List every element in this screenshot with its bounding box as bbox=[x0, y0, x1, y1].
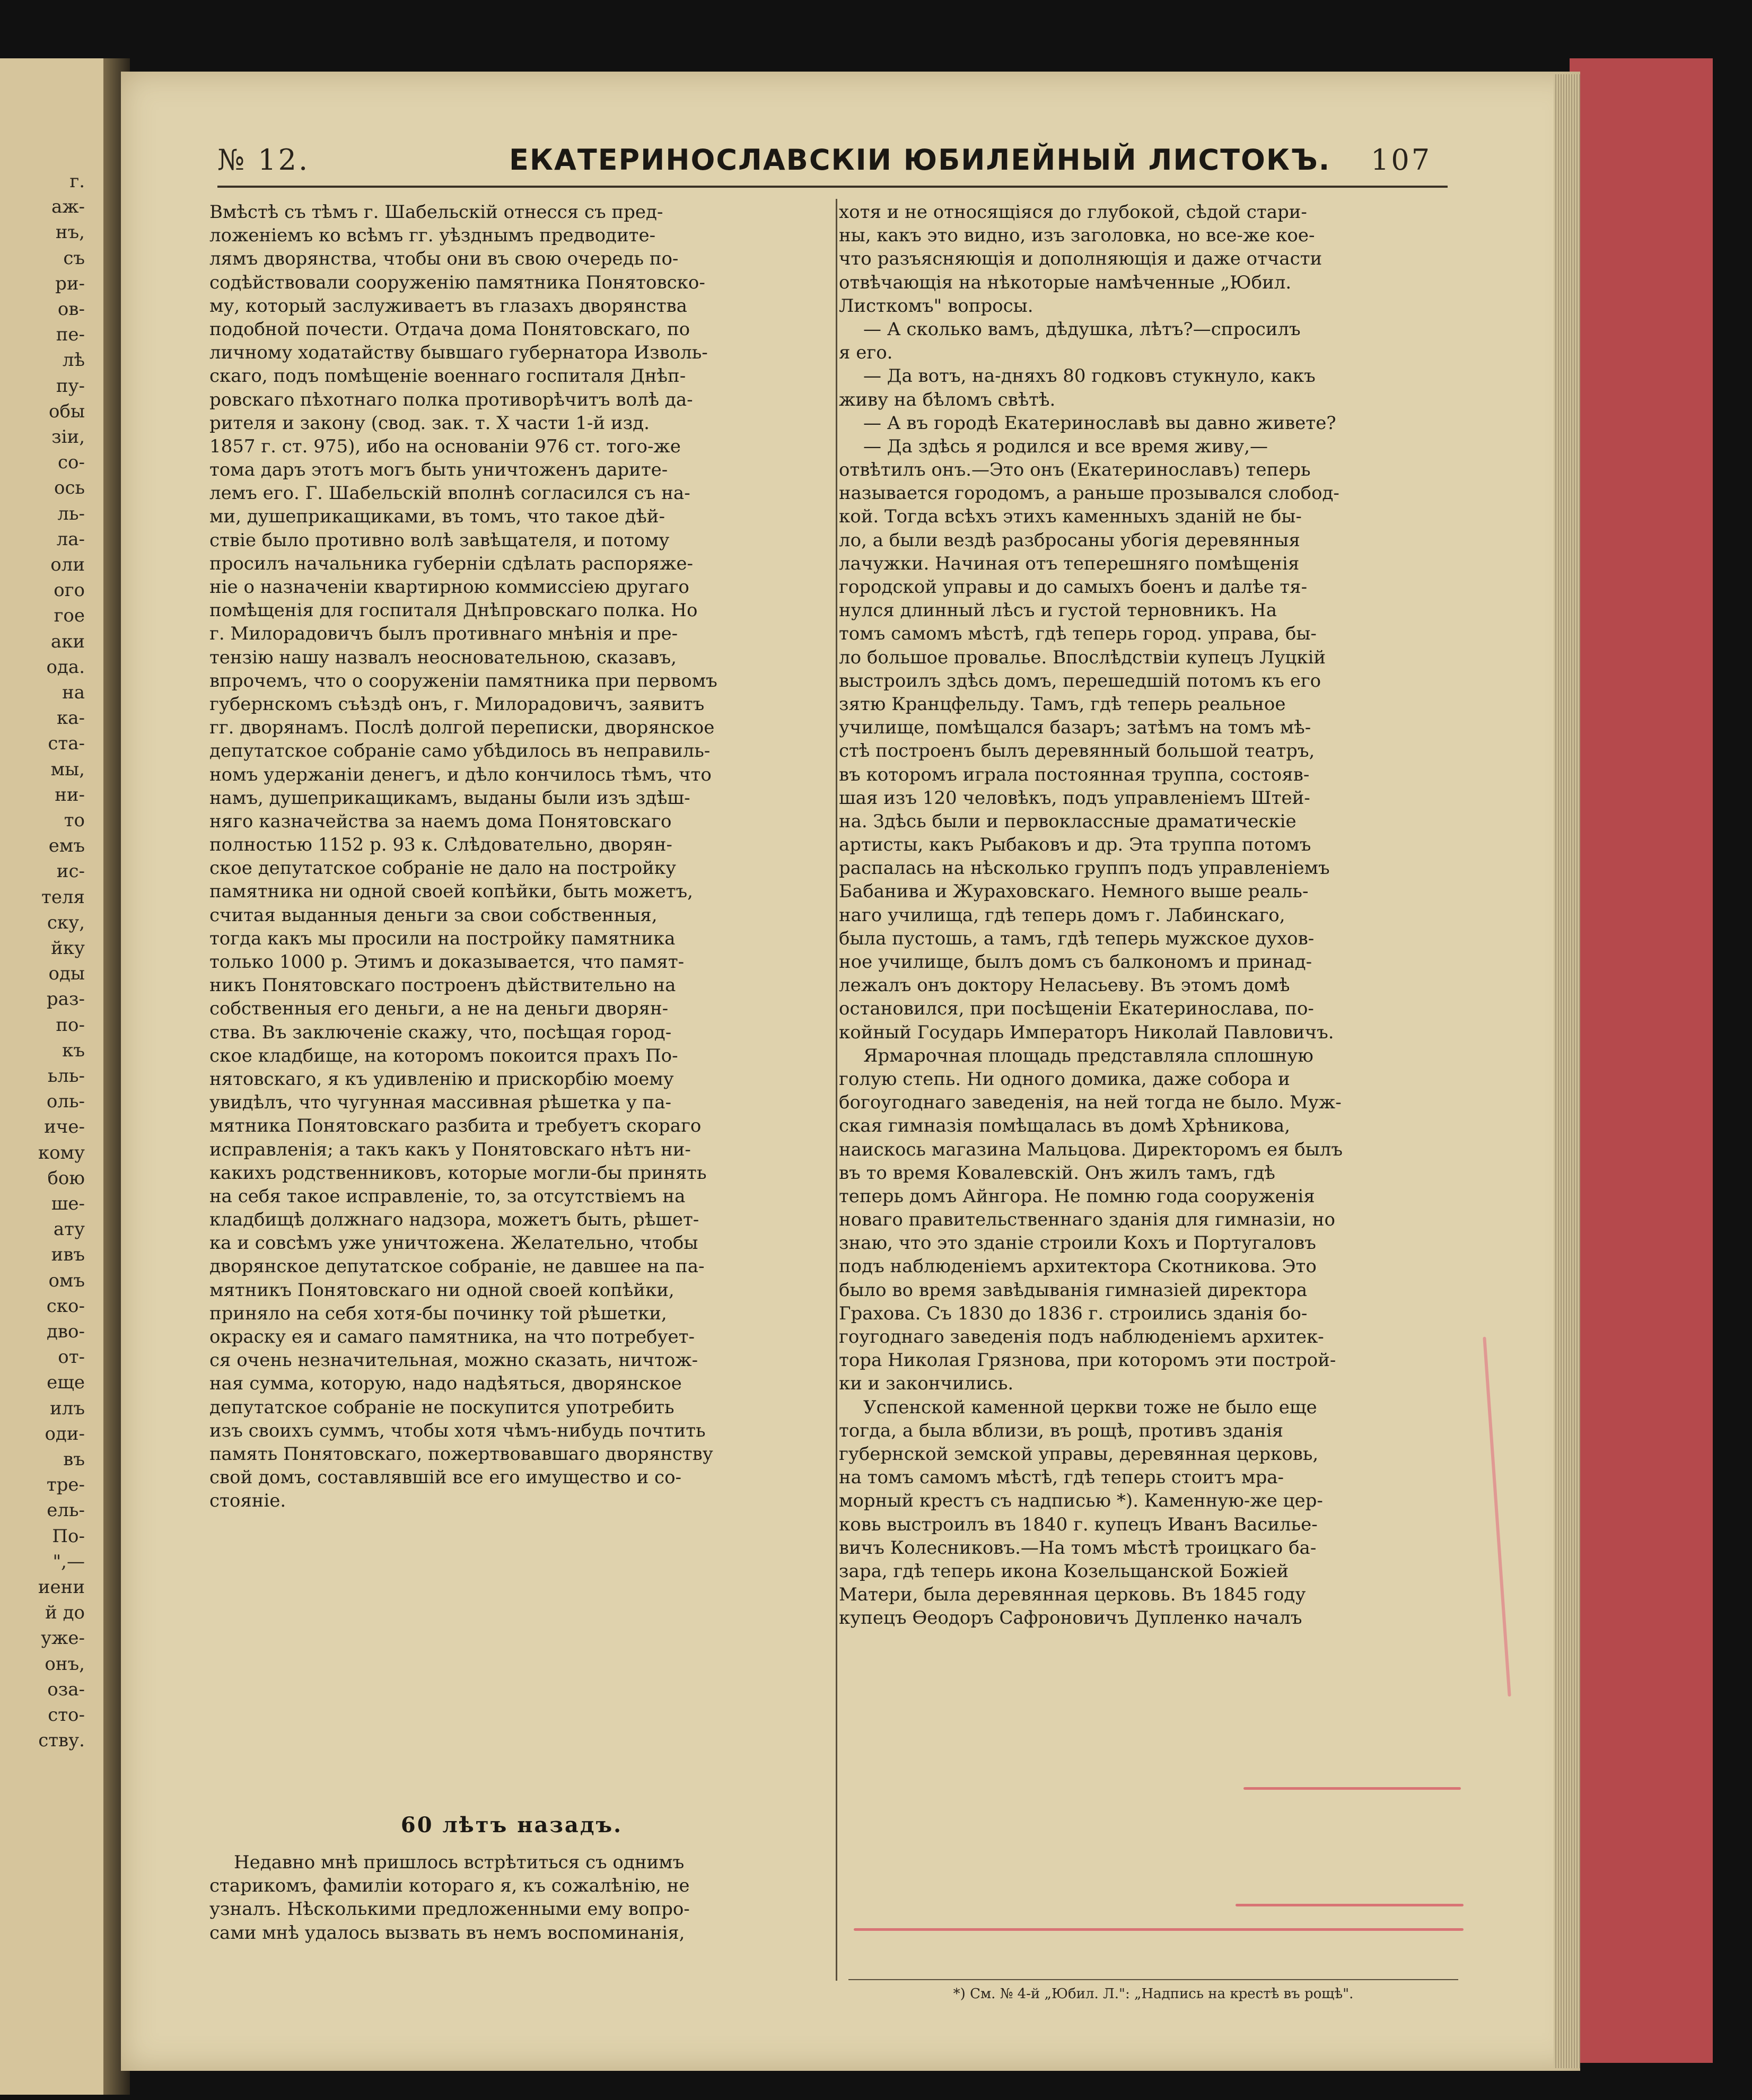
text-fragment: обы bbox=[49, 400, 85, 422]
journal-title: ЕКАТЕРИНОСЛАВСКІИ ЮБИЛЕЙНЫЙ ЛИСТОКЪ. bbox=[509, 143, 1331, 177]
page-number: 107 bbox=[1371, 143, 1432, 177]
text-line: купецъ Ѳеодоръ Сафроновичъ Дупленко началъ bbox=[839, 1607, 1302, 1629]
text-line: помѣщенія для госпиталя Днѣпровскаго полка. Но bbox=[209, 600, 698, 622]
text-line: личному ходатайству бывшаго губернатора Изволь- bbox=[209, 342, 708, 364]
text-line: — Да вотъ, на-дняхъ 80 годковъ стукнуло, какъ bbox=[863, 365, 1316, 387]
text-line: какихъ родственниковъ, которые могли-бы принять bbox=[209, 1162, 707, 1184]
text-fragment: ату bbox=[53, 1219, 85, 1240]
text-fragment: ель- bbox=[47, 1500, 85, 1521]
left-column bbox=[209, 200, 814, 1513]
footnote: *) См. № 4-й „Юбил. Л.": „Надпись на крестѣ въ рощѣ". bbox=[953, 1986, 1354, 2002]
text-line: отвѣтилъ онъ.—Это онъ (Екатеринославъ) теперь bbox=[839, 459, 1311, 481]
text-fragment: бою bbox=[47, 1167, 85, 1189]
text-line: дворянское депутатское собраніе, не давшее на па- bbox=[209, 1256, 705, 1278]
text-fragment: къ bbox=[62, 1039, 85, 1061]
pencil-underline bbox=[854, 1928, 1464, 1931]
text-fragment: иени bbox=[38, 1577, 85, 1598]
text-line: ская гимназія помѣщалась въ домѣ Хрѣникова, bbox=[839, 1115, 1291, 1137]
text-line: ковь выстроилъ въ 1840 г. купецъ Иванъ Василье- bbox=[839, 1513, 1318, 1535]
text-line: остановился, при посѣщеніи Екатеринослава, по- bbox=[839, 998, 1314, 1020]
text-line: тома даръ этотъ могъ быть уничтоженъ дарите- bbox=[209, 459, 668, 481]
issue-number: № 12. bbox=[217, 143, 310, 177]
text-line: Ярмарочная площадь представляла сплошную bbox=[863, 1045, 1313, 1066]
text-line: рителя и закону (свод. зак. т. X части 1-й изд. bbox=[209, 412, 650, 434]
text-line: гоугоднаго заведенія подъ наблюденіемъ архитек- bbox=[839, 1326, 1324, 1348]
text-fragment: илъ bbox=[50, 1397, 85, 1419]
text-fragment: ода. bbox=[46, 656, 85, 678]
text-line: ствіе было противно волѣ завѣщателя, и потому bbox=[209, 529, 670, 551]
text-fragment: ству. bbox=[38, 1730, 85, 1752]
text-line: хотя и не относящіяся до глубокой, сѣдой стари- bbox=[839, 202, 1307, 223]
text-fragment: оди- bbox=[45, 1423, 85, 1445]
text-fragment: лѣ bbox=[62, 349, 85, 371]
text-line: нятовскаго, я къ удивленію и прискорбію моему bbox=[209, 1068, 674, 1090]
text-line: городской управы и до самыхъ боенъ и далѣе тя- bbox=[839, 576, 1308, 598]
text-line: на. Здѣсь были и первоклассные драматическіе bbox=[839, 810, 1297, 832]
text-line: ны, какъ это видно, изъ заголовка, но все-же кое- bbox=[839, 225, 1315, 247]
left-page bbox=[0, 58, 103, 2095]
text-line: Вмѣстѣ съ тѣмъ г. Шабельскій отнесся съ пред- bbox=[209, 202, 663, 223]
text-fragment: ла- bbox=[56, 528, 85, 550]
text-fragment: теля bbox=[41, 886, 85, 908]
text-line: зара, гдѣ теперь икона Козельщанской Божіей bbox=[839, 1560, 1289, 1582]
text-fragment: По- bbox=[52, 1525, 85, 1547]
text-line: ложеніемъ ко всѣмъ гг. уѣзднымъ предводите- bbox=[209, 225, 656, 247]
text-line: Успенской каменной церкви тоже не было еще bbox=[863, 1396, 1317, 1418]
text-fragment: оза- bbox=[47, 1678, 85, 1700]
text-fragment: ше- bbox=[51, 1193, 85, 1214]
text-fragment: пе- bbox=[56, 324, 85, 346]
text-line: наискось магазина Мальцова. Директоромъ ея былъ bbox=[839, 1139, 1343, 1160]
text-line: намъ, душеприкащикамъ, выданы были изъ здѣш- bbox=[209, 787, 690, 809]
text-fragment: ьль- bbox=[47, 1065, 85, 1087]
text-line: ніе о назначеніи квартирною коммиссіею другаго bbox=[209, 576, 689, 598]
text-fragment: ивъ bbox=[51, 1244, 85, 1266]
text-fragment: съ bbox=[63, 247, 85, 269]
text-line: стояніе. bbox=[209, 1490, 286, 1512]
text-fragment: кому bbox=[38, 1142, 85, 1163]
column-divider bbox=[836, 199, 837, 1981]
text-fragment: емъ bbox=[48, 835, 85, 857]
text-line: ства. Въ заключеніе скажу, что, посѣщая город- bbox=[209, 1021, 672, 1043]
text-line: ло большое провалье. Впослѣдствіи купецъ Луцкій bbox=[839, 646, 1326, 668]
text-line: сами мнѣ удалось вызвать въ немъ воспоминанія, bbox=[209, 1922, 685, 1944]
text-line: память Понятовскаго, пожертвовавшаго дворянству bbox=[209, 1443, 713, 1465]
text-line: Листкомъ" вопросы. bbox=[839, 295, 1033, 317]
text-line: ское кладбище, на которомъ покоится прахъ По- bbox=[209, 1045, 678, 1066]
text-line: няго казначейства за наемъ дома Понятовскаго bbox=[209, 810, 672, 832]
text-line: — А сколько вамъ, дѣдушка, лѣтъ?—спросилъ bbox=[863, 318, 1301, 340]
left-column-continuation bbox=[209, 1851, 814, 1945]
text-line: вичъ Колесниковъ.—На томъ мѣстѣ троицкаго ба- bbox=[839, 1537, 1317, 1559]
text-fragment: ис- bbox=[56, 861, 85, 882]
text-line: ки и закончились. bbox=[839, 1373, 1014, 1395]
text-line: теперь домъ Айнгора. Не помню года сооруженія bbox=[839, 1185, 1315, 1207]
text-fragment: нъ, bbox=[55, 222, 85, 243]
footnote-rule bbox=[848, 1979, 1458, 1980]
text-fragment: ри- bbox=[55, 273, 85, 294]
text-line: считая выданныя деньги за свои собственныя, bbox=[209, 904, 658, 926]
text-line: окраску ея и самаго памятника, на что потребует- bbox=[209, 1326, 695, 1348]
text-line: лемъ его. Г. Шабельскій вполнѣ согласился съ на- bbox=[209, 483, 690, 504]
right-column bbox=[839, 200, 1465, 1630]
text-line: морный крестъ съ надписью *). Каменную-же цер- bbox=[839, 1490, 1323, 1512]
text-line: что разъясняющія и дополняющія и даже отчасти bbox=[839, 248, 1322, 270]
text-line: кой. Тогда всѣхъ этихъ каменныхъ зданій не бы- bbox=[839, 506, 1302, 528]
text-fragment: аж- bbox=[51, 196, 85, 218]
text-line: томъ самомъ мѣстѣ, гдѣ теперь город. управа, бы- bbox=[839, 623, 1317, 645]
text-line: увидѣлъ, что чугунная массивная рѣшетка у па- bbox=[209, 1092, 671, 1114]
text-fragment: ста- bbox=[48, 733, 85, 755]
text-line: памятника ни одной своей копѣйки, быть можетъ, bbox=[209, 881, 693, 903]
text-line: на себя такое исправленіе, то, за отсутствіемъ на bbox=[209, 1185, 686, 1207]
text-fragment: пу- bbox=[56, 375, 85, 397]
text-line: Матери, была деревянная церковь. Въ 1845 году bbox=[839, 1584, 1306, 1606]
header-rule bbox=[217, 186, 1448, 188]
text-line: ми, душеприкащиками, въ томъ, что такое дѣй- bbox=[209, 506, 665, 528]
text-line: депутатское собраніе само убѣдилось въ неправиль- bbox=[209, 740, 711, 762]
page-edges bbox=[1554, 74, 1580, 2068]
text-fragment: дво- bbox=[46, 1321, 85, 1342]
text-line: ная сумма, которую, надо надѣяться, дворянское bbox=[209, 1373, 682, 1395]
section-title: 60 лѣтъ назадъ. bbox=[400, 1813, 623, 1838]
text-fragment: ого bbox=[54, 580, 85, 601]
text-line: только 1000 р. Этимъ и доказывается, что памят- bbox=[209, 951, 685, 973]
text-line: ло, а были вездѣ разбросаны убогія деревянныя bbox=[839, 529, 1300, 551]
text-fragment: сто- bbox=[48, 1704, 85, 1726]
text-line: номъ удержаніи денегъ, и дѣло кончилось тѣмъ, что bbox=[209, 764, 712, 785]
text-fragment: тре- bbox=[46, 1474, 85, 1496]
text-line: лежалъ онъ доктору Неласьеву. Въ этомъ домѣ bbox=[839, 975, 1290, 996]
text-line: 1857 г. ст. 975), ибо на основаніи 976 ст. того-же bbox=[209, 435, 681, 457]
text-line: нулся длинный лѣсъ и густой терновникъ. На bbox=[839, 600, 1277, 622]
text-line: губернской земской управы, деревянная церковь, bbox=[839, 1443, 1319, 1465]
text-fragment: ль- bbox=[57, 503, 85, 524]
text-line: просилъ начальника губерніи сдѣлать распоряже- bbox=[209, 553, 694, 574]
text-fragment: на bbox=[62, 682, 85, 703]
text-fragment: ка- bbox=[56, 707, 85, 729]
text-line: голую степь. Ни одного домика, даже собора и bbox=[839, 1068, 1290, 1090]
text-line: исправленія; а такъ какъ у Понятовскаго нѣтъ ни- bbox=[209, 1139, 691, 1160]
text-fragment: аки bbox=[50, 631, 85, 652]
text-line: полностью 1152 р. 93 к. Слѣдовательно, дворян- bbox=[209, 834, 672, 856]
text-line: было во время завѣдыванія гимназіей директора bbox=[839, 1279, 1308, 1301]
text-fragment: оль- bbox=[46, 1091, 85, 1113]
text-line: мятника Понятовскаго разбита и требуетъ скораго bbox=[209, 1115, 702, 1137]
text-fragment: мы, bbox=[50, 758, 85, 780]
text-fragment: въ bbox=[63, 1449, 85, 1470]
text-line: въ то время Ковалевскій. Онъ жилъ тамъ, гдѣ bbox=[839, 1162, 1275, 1184]
text-line: стѣ построенъ былъ деревянный большой театръ, bbox=[839, 740, 1315, 762]
text-line: мятникъ Понятовскаго ни одной своей копѣйки, bbox=[209, 1279, 674, 1301]
text-line: — Да здѣсь я родился и все время живу,— bbox=[863, 435, 1268, 457]
text-line: койный Государь Императоръ Николай Павловичъ. bbox=[839, 1021, 1334, 1043]
text-line: губернскомъ съѣздѣ онъ, г. Милорадовичъ, заявитъ bbox=[209, 693, 705, 715]
text-line: тензію нашу назвалъ неосновательною, сказавъ, bbox=[209, 646, 677, 668]
text-fragment: еще bbox=[47, 1372, 85, 1394]
text-fragment: г. bbox=[69, 171, 85, 192]
text-fragment: ску, bbox=[47, 912, 85, 933]
text-fragment: зіи, bbox=[51, 426, 85, 448]
text-line: ское депутатское собраніе не дало на постройку bbox=[209, 858, 677, 879]
text-line: училище, помѣщался базаръ; затѣмъ на томъ мѣ- bbox=[839, 717, 1311, 739]
text-line: лачужки. Начиная отъ теперешняго помѣщенія bbox=[839, 553, 1300, 574]
text-line: тогда какъ мы просили на постройку памятника bbox=[209, 928, 676, 949]
text-fragment: йку bbox=[51, 938, 85, 959]
text-line: кладбищѣ должнаго надзора, можетъ быть, рѣшет- bbox=[209, 1209, 699, 1231]
pencil-underline bbox=[1243, 1787, 1461, 1790]
text-line: му, который заслуживаетъ въ глазахъ дворянства bbox=[209, 295, 687, 317]
text-fragment: от- bbox=[58, 1346, 85, 1368]
text-line: называется городомъ, а раньше прозывался слобод- bbox=[839, 483, 1339, 504]
text-line: тора Николая Грязнова, при которомъ эти построй- bbox=[839, 1350, 1336, 1371]
text-fragment: ось bbox=[54, 477, 85, 499]
text-line: гг. дворянамъ. Послѣ долгой переписки, дворянское bbox=[209, 717, 715, 739]
text-fragment: ско- bbox=[46, 1295, 85, 1317]
text-line: — А въ городѣ Екатеринославѣ вы давно живете? bbox=[863, 412, 1336, 434]
text-fragment: ни- bbox=[55, 784, 85, 806]
text-line: никъ Понятовскаго построенъ дѣйствительно на bbox=[209, 975, 676, 996]
text-line: богоугоднаго заведенія, на ней тогда не было. Муж- bbox=[839, 1092, 1342, 1114]
text-fragment: со- bbox=[58, 452, 85, 474]
text-line: на томъ самомъ мѣстѣ, гдѣ теперь стоитъ мра- bbox=[839, 1467, 1284, 1489]
text-fragment: й до bbox=[45, 1602, 85, 1624]
text-line: Недавно мнѣ пришлось встрѣтиться съ однимъ bbox=[234, 1852, 685, 1873]
text-fragment: иче- bbox=[44, 1116, 85, 1138]
text-line: отвѣчающія на нѣкоторые намѣченные „Юбил. bbox=[839, 272, 1292, 293]
text-line: распалась на нѣсколько группъ подъ управленіемъ bbox=[839, 858, 1330, 879]
text-line: г. Милорадовичъ былъ противнаго мнѣнія и пре- bbox=[209, 623, 678, 645]
text-line: я его. bbox=[839, 342, 893, 364]
text-line: свой домъ, составлявшій все его имущество и со- bbox=[209, 1467, 682, 1489]
text-line: приняло на себя хотя-бы починку той рѣшетки, bbox=[209, 1302, 667, 1324]
text-line: наго училища, гдѣ теперь домъ г. Лабинскаго, bbox=[839, 904, 1285, 926]
text-fragment: оды bbox=[48, 963, 85, 985]
text-line: была пустошь, а тамъ, гдѣ теперь мужское духов- bbox=[839, 928, 1315, 949]
pencil-underline bbox=[1236, 1904, 1464, 1906]
text-line: Бабанива и Жураховскаго. Немного выше реаль- bbox=[839, 881, 1309, 903]
text-line: тогда, а была вблизи, въ рощѣ, противъ зданія bbox=[839, 1420, 1284, 1441]
text-line: ся очень незначительная, можно сказать, ничтож- bbox=[209, 1350, 698, 1371]
text-fragment: гое bbox=[54, 605, 85, 627]
text-line: ровскаго пѣхотнаго полка противорѣчитъ волѣ да- bbox=[209, 389, 693, 410]
text-line: Грахова. Съ 1830 до 1836 г. строились зданія бо- bbox=[839, 1302, 1308, 1324]
text-line: подобной почести. Отдача дома Понятовскаго, по bbox=[209, 318, 690, 340]
text-fragment: уже- bbox=[41, 1628, 85, 1649]
text-line: узналъ. Нѣсколькими предложенными ему вопро- bbox=[209, 1898, 690, 1920]
text-line: старикомъ, фамиліи котораго я, къ сожалѣнію, не bbox=[209, 1875, 690, 1897]
text-line: зятю Кранцфельду. Тамъ, гдѣ теперь реальное bbox=[839, 693, 1286, 715]
text-line: артисты, какъ Рыбаковъ и др. Эта труппа потомъ bbox=[839, 834, 1311, 856]
text-fragment: раз- bbox=[46, 988, 85, 1010]
text-line: выстроилъ здѣсь домъ, перешедшій потомъ къ его bbox=[839, 670, 1321, 692]
text-fragment: ",— bbox=[52, 1551, 85, 1572]
text-line: новаго правительственнаго зданія для гимназіи, но bbox=[839, 1209, 1335, 1231]
text-line: ное училище, былъ домъ съ балкономъ и принад- bbox=[839, 951, 1312, 973]
text-fragment: омъ bbox=[48, 1270, 85, 1291]
text-line: скаго, подъ помѣщеніе военнаго госпиталя Днѣп- bbox=[209, 365, 686, 387]
book-cover-edge bbox=[1570, 58, 1713, 2063]
text-line: живу на бѣломъ свѣтѣ. bbox=[839, 389, 1056, 410]
text-line: изъ своихъ суммъ, чтобы хотя чѣмъ-нибудь почтить bbox=[209, 1420, 706, 1441]
text-line: шая изъ 120 человѣкъ, подъ управленіемъ Штей- bbox=[839, 787, 1310, 809]
text-line: депутатское собраніе не поскупится употребить bbox=[209, 1396, 674, 1418]
text-fragment: по- bbox=[56, 1014, 85, 1036]
text-line: подъ наблюденіемъ архитектора Скотникова. Это bbox=[839, 1256, 1317, 1278]
text-line: ка и совсѣмъ уже уничтожена. Желательно, чтобы bbox=[209, 1232, 698, 1254]
text-line: лямъ дворянства, чтобы они въ свою очередь по- bbox=[209, 248, 679, 270]
text-line: содѣйствовали сооруженію памятника Понятовско- bbox=[209, 272, 705, 293]
text-line: въ которомъ играла постоянная труппа, состояв- bbox=[839, 764, 1310, 785]
text-fragment: то bbox=[64, 810, 85, 831]
text-fragment: оли bbox=[50, 554, 85, 575]
text-fragment: ов- bbox=[57, 299, 85, 320]
text-fragment: онъ, bbox=[45, 1653, 85, 1675]
text-line: впрочемъ, что о сооруженіи памятника при первомъ bbox=[209, 670, 717, 692]
text-line: знаю, что это зданіе строили Кохъ и Португаловъ bbox=[839, 1232, 1316, 1254]
text-line: собственныя его деньги, а не на деньги дворян- bbox=[209, 998, 669, 1020]
